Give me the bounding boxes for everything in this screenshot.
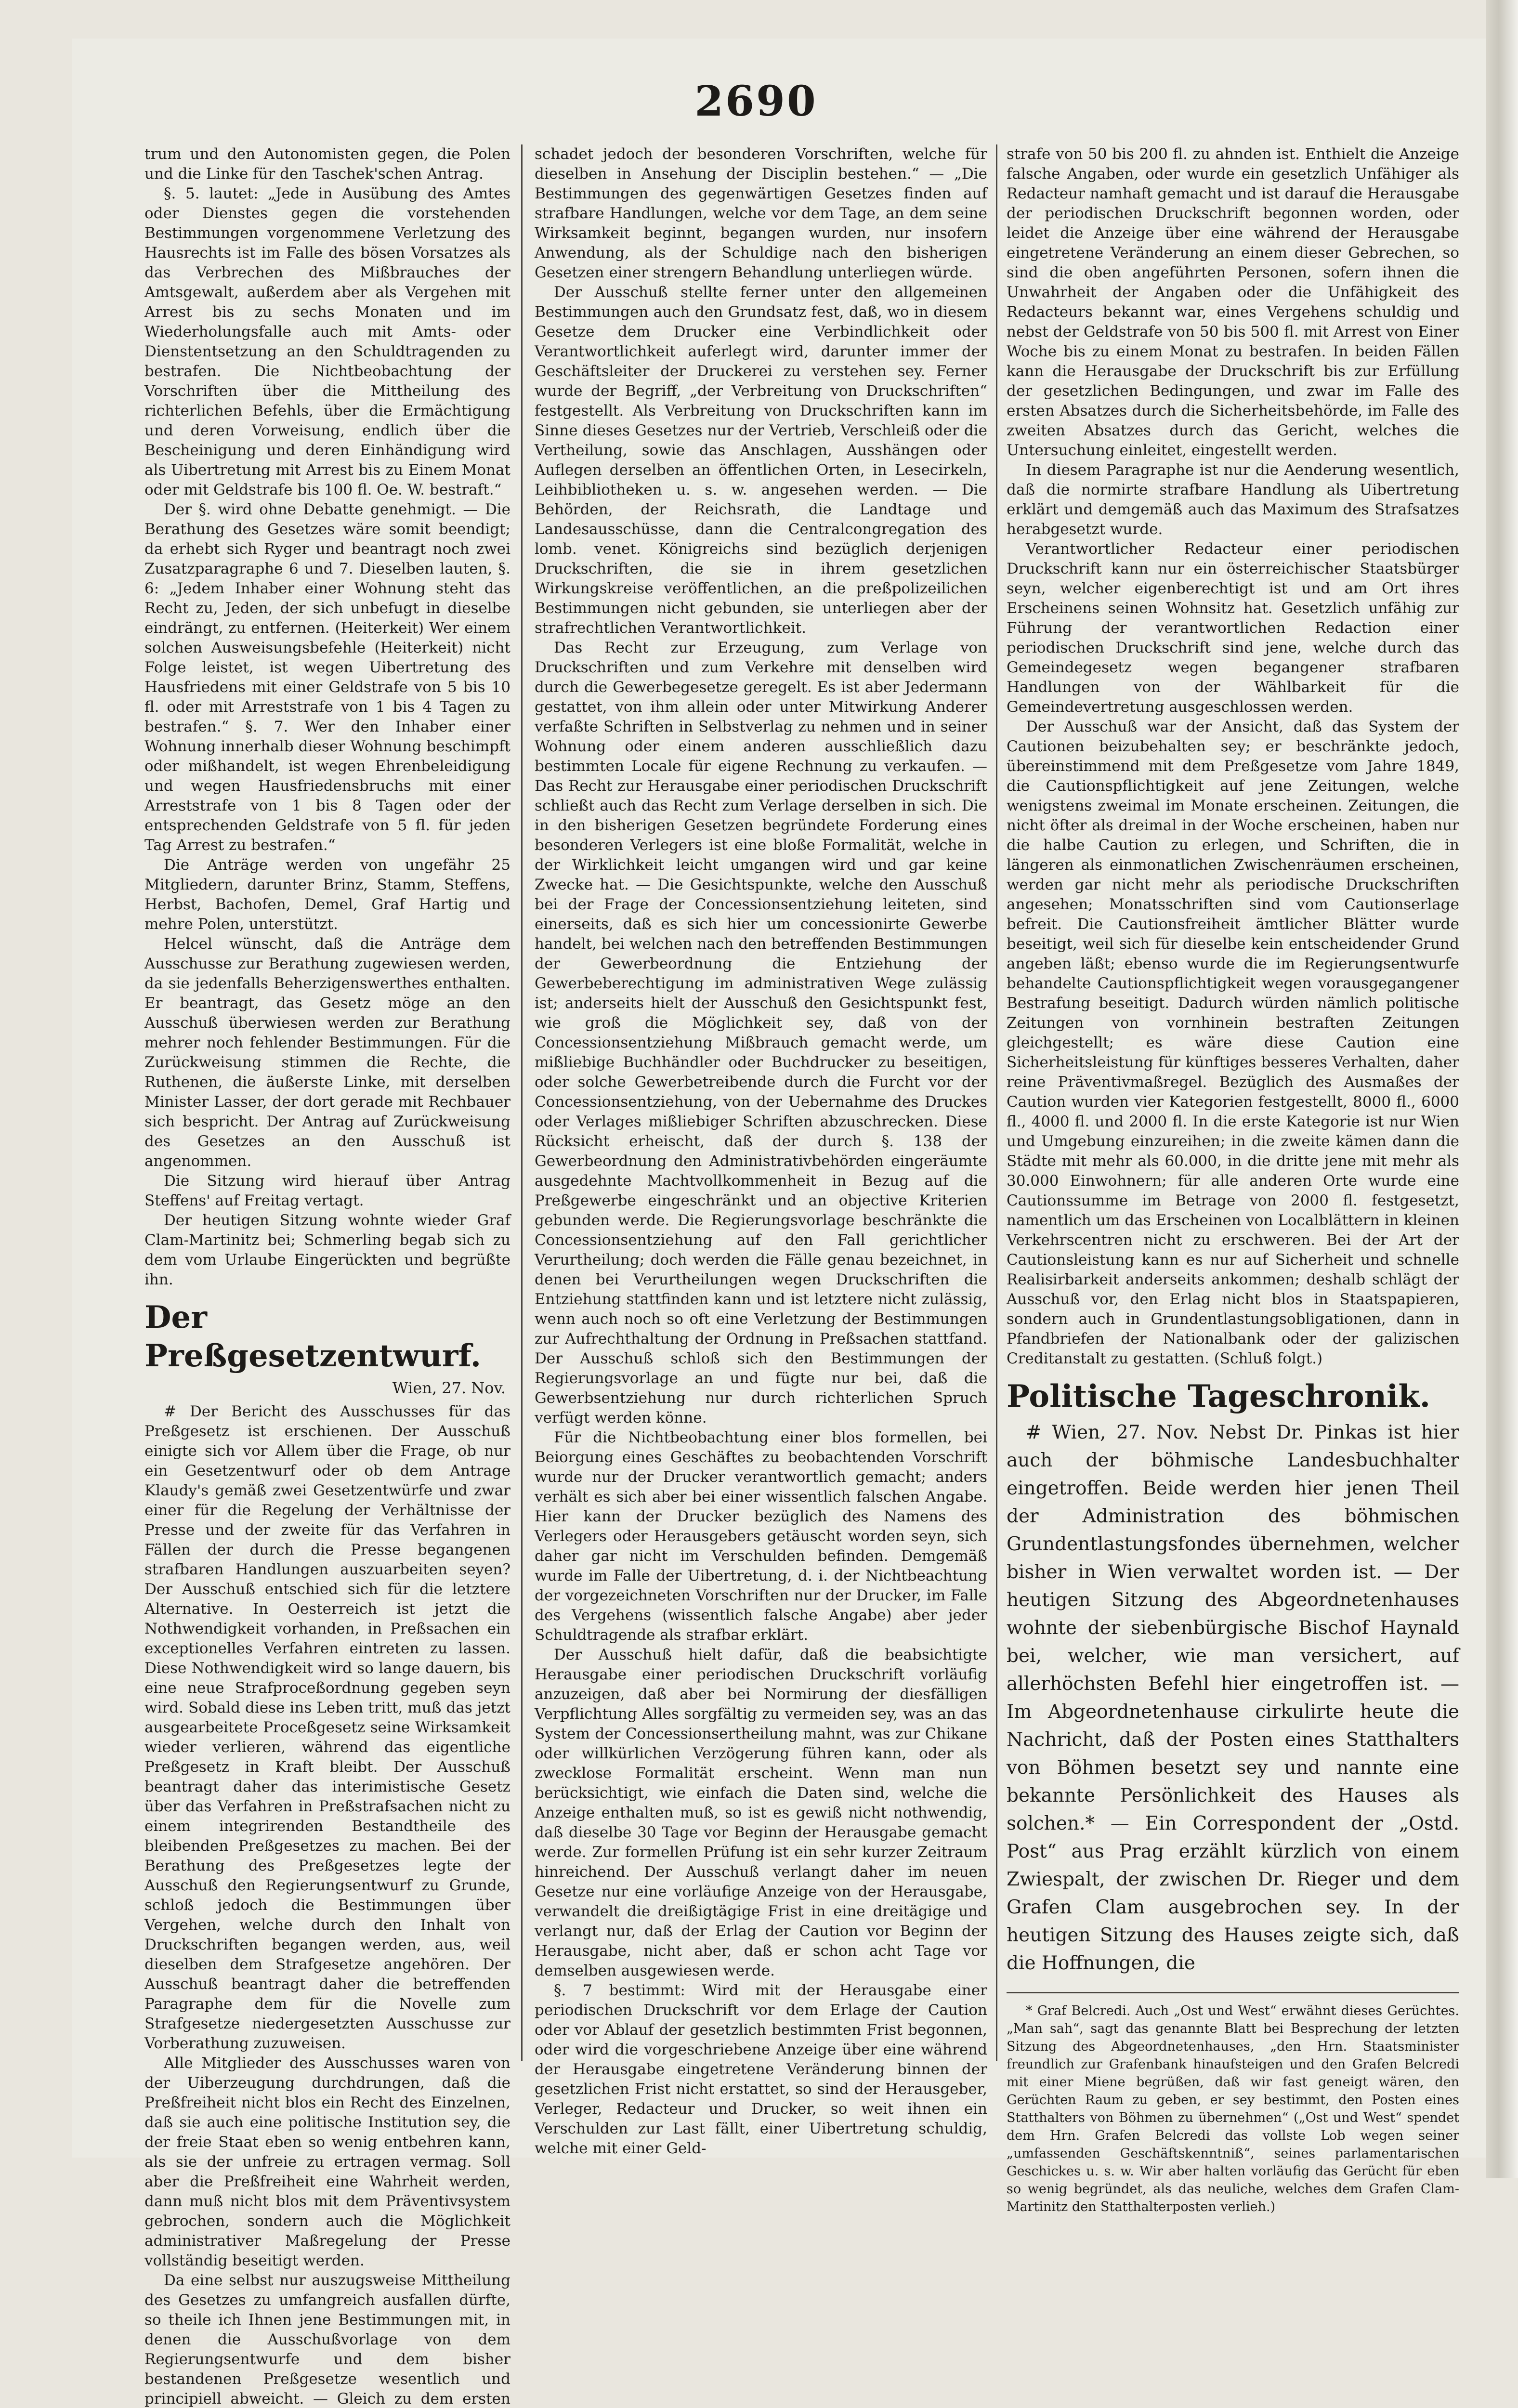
column-2 — [535, 144, 987, 2157]
paragraph: Der Ausschuß stellte ferner unter den allgemeinen Bestimmungen auch den Grundsatz fest, daß, wo in diesem Gesetze dem Drucker eine Verbindlichkeit oder Verantwortlichkeit auferlegt wird, darunter immer der Geschäftsleiter der Druckerei zu verstehen sey. Ferner wurde der Begriff, „der Verbreitung von Druckschriften“ festgestellt. Als Verbreitung von Druckschriften kann im Sinne dieses Gesetzes nur der Vertrieb, Verschleiß oder die Vertheilung, sowie das Anschlagen, Ausshängen oder Auflegen derselben an öffentlichen Orten, in Lesecirkeln, Leihbibliotheken u. s. w. angesehen werden. — Die Behörden, der Reichsrath, die Landtage und Landesausschüsse, dann die Centralcongregation des lomb. venet. Königreichs sind bezüglich derjenigen Druckschriften, die sie in ihrem gesetzlichen Wirkungskreise veröffentlichen, an die preßpolizeilichen Bestimmungen nicht gebunden, sie unterliegen aber der strafrechtlichen Verantwortlichkeit. — [535, 284, 987, 637]
column-1 — [144, 144, 510, 2408]
paragraph: In diesem Paragraphe ist nur die Aenderung wesentlich, daß die normirte strafbare Handlung als Uibertretung erklärt und demgemäß auch das Maximum des Strafsatzes herabgesetzt wurde. — [1007, 461, 1459, 538]
paragraph: §. 7 bestimmt: Wird mit der Herausgabe einer periodischen Druckschrift vor dem Erlage der Caution oder vor Ablauf der gesetzlich bestimmten Frist begonnen, oder wird die vorgeschriebene Anzeige über eine während der Herausgabe eingetretene Veränderung binnen der gesetzlichen Frist nicht erstattet, so sind der Herausgeber, Verleger, Redacteur und Drucker, so weit ihnen ein Verschulden zur Last fällt, einer Uibertretung schuldig, welche mit einer Geld- — [535, 1982, 987, 2157]
paragraph: §. 5. lautet: „Jede in Ausübung des Amtes oder Dienstes gegen die vorstehenden Bestimmungen vorgenommene Verletzung des Hausrechts ist im Falle des bösen Vorsatzes als das Verbrechen des Mißbrauches der Amtsgewalt, außerdem aber als Vergehen mit Arrest bis zu sechs Monaten und im Wiederholungsfalle auch mit Amts- oder Dienstentsetzung an den Schuldtragenden zu bestrafen. Die Nichtbeobachtung der Vorschriften über die Mittheilung des richterlichen Befehls, über die Ermächtigung und deren Vorweisung, endlich über die Bescheinigung und deren Einhändigung wird als Uibertretung mit Arrest bis zu Einem Monat oder mit Geldstrafe bis 100 fl. Oe. W. bestraft.“ — [144, 185, 510, 498]
paragraph: Der heutigen Sitzung wohnte wieder Graf Clam-Martinitz bei; Schmerling begab sich zu dem vom Urlaube Eingerückten und begrüßte ihn. — [144, 1212, 510, 1288]
paragraph: Der Ausschuß war der Ansicht, daß das System der Cautionen beizubehalten sey; er beschränkte jedoch, übereinstimmend mit dem Preßgesetze vom Jahre 1849, die Cautionspflichtigkeit auf jene Zeitungen, welche wenigstens zweimal im Monate erscheinen. Zeitungen, die nicht öfter als dreimal in der Woche erscheinen, haben nur die halbe Caution zu erlegen, und Schriften, die in längeren als einmonatlichen Zwischenräumen erscheinen, werden gar nicht mehr als periodische Druckschriften angesehen; Monatsschriften sind vom Cautionserlage befreit. Die Cautionsfreiheit ämtlicher Blätter wurde beseitigt, weil sich für dieselbe kein entscheidender Grund angeben läßt; ebenso wurde die im Regierungsentwurfe behandelte Cautionspflichtigkeit wegen vorausgegangener Bestrafung beseitigt. Dadurch würden nämlich politische Zeitungen von vornhinein bestraften Zeitungen gleichgestellt; es wäre diese Caution eine Sicherheitsleistung für künftiges besseres Verhalten, daher reine Präventivmaßregel. Bezüglich des Ausmaßes der Caution wurden vier Kategorien festgestellt, 8000 fl., 6000 fl., 4000 fl. und 2000 fl. In die erste Kategorie ist nur Wien und Umgebung einzureihen; in die zweite kämen dann die Städte mit mehr als 60.000, in die dritte jene mit mehr als 30.000 Einwohnern; für alle anderen Orte wurde eine Cautionssumme im Betrage von 2000 fl. festgesetzt, namentlich um das Erscheinen von Localblättern in kleinen Verkehrscentren nicht zu erschweren. Bei der Art der Cautionsleistung kann es nur auf Sicherheit und schnelle Realisirbarkeit anderseits ankommen; deshalb schlägt der Ausschuß vor, den Erlag nicht blos in Staatspapieren, sondern auch in Grundentlastungsobligationen, dann in Pfandbriefen der Nationalbank oder der galizischen Creditanstalt zu gestatten. (Schluß folgt.) — [1007, 718, 1459, 1367]
paragraph: Verantwortlicher Redacteur einer periodischen Druckschrift kann nur ein österreichischer Staatsbürger seyn, welcher eigenberechtigt ist und am Ort ihres Erscheinens seinen Wohnsitz hat. Gesetzlich unfähig zur Führung der verantwortlichen Redaction einer periodischen Druckschrift sind jene, welche durch das Gemeindegesetz wegen begangener strafbaren Handlungen von der Wählbarkeit für die Gemeindevertretung ausgeschlossen werden. — [1007, 540, 1459, 716]
column-rule-right — [996, 144, 997, 2061]
column-rule-left — [521, 144, 523, 2061]
paragraph: trum und den Autonomisten gegen, die Polen und die Linke für den Taschek'schen Antrag. — [144, 145, 510, 183]
paragraph: Für die Nichtbeobachtung einer blos formellen, bei Beiorgung eines Geschäftes zu beobachtenden Vorschrift wurde nur der Drucker verantwortlich gemacht; anders verhält es sich aber bei einer wissentlich falschen Angabe. Hier kann der Drucker bezüglich des Namens des Verlegers oder Herausgebers getäuscht worden seyn, sich daher gar nicht im Verschulden befinden. Demgemäß wurde im Falle der Uibertretung, d. i. der Nichtbeachtung der vorgezeichneten Vorschriften nur der Drucker, im Falle des Vergehens (wissentlich falsche Angabe) aber jeder Schuldtragende als strafbar erklärt. — [535, 1429, 987, 1644]
paragraph: Der §. wird ohne Debatte genehmigt. — Die Berathung des Gesetzes wäre somit beendigt; da erhebt sich Ryger und beantragt noch zwei Zusatzparagraphe 6 und 7. Dieselben lauten, §. 6: „Jedem Inhaber einer Wohnung steht das Recht zu, Jeden, der sich unbefugt in dieselbe eindrängt, zu entfernen. (Heiterkeit) Wer einem solchen Ausweisungsbefehle (Heiterkeit) nicht Folge leistet, ist wegen Uibertretung des Hausfriedens mit einer Geldstrafe von 5 bis 10 fl. oder mit Arreststrafe von 1 bis 4 Tagen zu bestrafen.“ §. 7. Wer den Inhaber einer Wohnung innerhalb dieser Wohnung beschimpft oder mißhandelt, ist wegen Ehrenbeleidigung und wegen Hausfriedensbruchs mit einer Arreststrafe von 1 bis 8 Tagen oder der entsprechenden Geldstrafe von 5 fl. für jeden Tag Arrest zu bestrafen.“ — [144, 501, 510, 854]
footnote-divider — [1007, 1992, 1459, 1993]
paragraph: strafe von 50 bis 200 fl. zu ahnden ist. Enthielt die Anzeige falsche Angaben, oder wurde ein gesetzlich Unfähiger als Redacteur namhaft gemacht und ist darauf die Herausgabe der periodischen Druckschrift begonnen worden, oder leidet die Anzeige über eine während der Herausgabe eingetretene Veränderung an einem dieser Gebrechen, so sind die oben angeführten Personen, sofern ihnen die Unwahrheit der Angaben oder die Unfähigkeit des Redacteurs bekannt war, eines Vergehens schuldig und nebst der Geldstrafe von 50 bis 500 fl. mit Arrest von Einer Woche bis zu einem Monat zu bestrafen. In beiden Fällen kann die Herausgabe der Druckschrift bis zur Erfüllung der gesetzlichen Bedingungen, und zwar im Falle des ersten Absatzes durch die Sicherheitsbehörde, im Falle des zweiten Absatzes durch das Gericht, welches die Untersuchung einleitet, eingestellt werden. — [1007, 145, 1459, 459]
paragraph: Helcel wünscht, daß die Anträge dem Ausschusse zur Berathung zugewiesen werden, da sie jedenfalls Beherzigenswerthes enthalten. Er beantragt, das Gesetz möge an den Ausschuß überwiesen werden zur Berathung mehrer noch fehlender Bestimmungen. Für die Zurückweisung stimmen die Rechte, die Ruthenen, die äußerste Linke, mit derselben Minister Lasser, der dort gerade mit Rechbauer sich bespricht. Der Antrag auf Zurückweisung des Gesetzes an den Ausschuß ist angenommen. — [144, 935, 510, 1170]
paragraph: Da eine selbst nur auszugsweise Mittheilung des Gesetzes zu umfangreich ausfallen dürfte, so theile ich Ihnen jene Bestimmungen mit, in denen die Ausschußvorlage von dem Regierungsentwurfe und dem bisher bestandenen Preßgesetze wesentlich und principiell abweicht. — Gleich zu dem ersten — [144, 2272, 510, 2408]
dateline: Wien, 27. Nov. — [392, 1379, 506, 1397]
lead-paragraph: # Wien, 27. Nov. Nebst Dr. Pinkas ist hier auch der böhmische Landesbuchhalter eingetroffen. Beide werden hier jenen Theil der Administration des böhmischen Grundentlastungsfondes übernehmen, welcher bisher in Wien verwaltet worden ist. — Der heutigen Sitzung des Abgeordnetenhauses wohnte der siebenbürgische Bischof Haynald bei, welcher, wie man versichert, auf allerhöchsten Befehl hier eingetroffen ist. — Im Abgeordnetenhause cirkulirte heute die Nachricht, daß der Posten eines Statthalters von Böhmen besetzt sey und nannte eine bekannte Persönlichkeit des Hauses als solchen.* — Ein Correspondent der „Ostd. Post“ aus Prag erzählt kürzlich von einem Zwiespalt, der zwischen Dr. Rieger und dem Grafen Clam ausgebrochen sey. In der heutigen Sitzung des Hauses zeigte sich, daß die Hoffnungen, die — [1007, 1422, 1459, 1974]
footnote: * Graf Belcredi. Auch „Ost und West“ erwähnt dieses Gerüchtes. „Man sah“, sagt das genannte Blatt bei Besprechung der letzten Sitzung des Abgeordnetenhauses, „den Hrn. Staatsminister freundlich zur Grafenbank hinaufsteigen und den Grafen Belcredi mit einer Miene begrüßen, daß wir fast geneigt wären, den Gerüchten Raum zu geben, er sey bestimmt, den Posten eines Statthalters von Böhmen zu übernehmen“ („Ost und West“ spendet dem Hrn. Grafen Belcredi das vollste Lob wegen seiner „umfassenden Geschäftskenntniß“, seines parlamentarischen Geschickes u. s. w. Wir aber halten vorläufig das Gerücht für eben so wenig begründet, als das neuliche, welches dem Grafen Clam-Martinitz den Statthalterposten verlieh.) — [1007, 2003, 1459, 2214]
paragraph: Das Recht zur Erzeugung, zum Verlage von Druckschriften und zum Verkehre mit denselben wird durch die Gewerbegesetze geregelt. Es ist aber Jedermann gestattet, von ihm allein oder unter Mitwirkung Anderer verfaßte Schriften in Selbstverlag zu nehmen und in seiner Wohnung oder einem anderen ausschließlich dazu bestimmten Locale für eigene Rechnung zu verkaufen. — Das Recht zur Herausgabe einer periodischen Druckschrift schließt auch das Recht zum Verlage derselben in sich. Die in den bisherigen Gesetzen begründete Forderung eines besonderen Verlegers ist eine bloße Formalität, welche in der Wirklichkeit leicht umgangen wird und gar keine Zwecke hat. — Die Gesichtspunkte, welche den Ausschuß bei der Frage der Concessionsentziehung leiteten, sind einerseits, daß es sich hier um concessionirte Gewerbe handelt, bei welchen nach den betreffenden Bestimmungen der Gewerbeordnung die Entziehung der Gewerbeberechtigung im administrativen Wege zulässig ist; anderseits hielt der Ausschuß den Gesichtspunkt fest, wie groß die Möglichkeit sey, daß von der Concessionsentziehung Mißbrauch gemacht werde, um mißliebige Buchhändler oder Buchdrucker zu beseitigen, oder solche Gewerbetreibende durch die Furcht vor der Concessionsentziehung, von der Uebernahme des Druckes oder Verlages mißliebiger Schriften abzuschrecken. Diese Rücksicht erheischt, daß der durch §. 138 der Gewerbeordnung den Administrativbehörden eingeräumte ausgedehnte Machtvollkommenheit in Bezug auf die Preßgewerbe eingeschränkt und an objective Kriterien gebunden werde. Die Regierungsvorlage beschränkte die Concessionsentziehung auf den Fall gerichtlicher Verurtheilung; doch werden die Fälle genau bezeichnet, in denen bei Verurtheilungen wegen Druckschriften die Entziehung stattfinden kann und ist letztere nicht zulässig, wenn auch noch so oft eine Verletzung der Bestimmungen zur Aufrechthaltung der Ordnung in Preßsachen stattfand. Der Ausschuß schloß sich den Bestimmungen der Regierungsvorlage an und fügte nur bei, daß die Gewerbsentziehung nur durch richterlichen Spruch verfügt werden könne. — [535, 639, 987, 1426]
paragraph: schadet jedoch der besonderen Vorschriften, welche für dieselben in Ansehung der Disciplin bestehen.“ — „Die Bestimmungen des gegenwärtigen Gesetzes finden auf strafbare Handlungen, welche vor dem Tage, an dem seine Wirksamkeit beginnt, begangen wurden, nur insofern Anwendung, als der Schuldige nach den bisherigen Gesetzen einer strengern Behandlung unterliegen würde. — [535, 145, 987, 281]
paragraph: Der Ausschuß hielt dafür, daß die beabsichtigte Herausgabe einer periodischen Druckschrift vorläufig anzuzeigen, daß aber bei Normirung der diesfälligen Verpflichtung Alles sorgfältig zu vermeiden sey, was an das System der Concessionsertheilung mahnt, was zur Chikane oder willkürlichen Verzögerung führen kann, oder als zwecklose Formalität erscheint. Wenn man nun berücksichtigt, wie einfach die Daten sind, welche die Anzeige enthalten muß, so ist es gewiß nicht nothwendig, daß dieselbe 30 Tage vor Beginn der Herausgabe gemacht werde. Zur formellen Prüfung ist ein sehr kurzer Zeitraum hinreichend. Der Ausschuß verlangt daher im neuen Gesetze nur eine vorläufige Anzeige von der Herausgabe, verwandelt die dreißigtägige Frist in eine dreitägige und verlangt nur, daß der Erlag der Caution vor Beginn der Herausgabe, nicht aber, daß er schon acht Tage vor demselben ausgewiesen werde. — [535, 1646, 987, 1979]
article-headline-tageschronik: Politische Tageschronik. — [1007, 1378, 1430, 1414]
page-fold-shadow — [1486, 0, 1518, 2178]
paragraph: # Der Bericht des Ausschusses für das Preßgesetz ist erschienen. Der Ausschuß einigte sich vor Allem über die Frage, ob nur ein Gesetzentwurf oder ob dem Antrage Klaudy's gemäß zwei Gesetzentwürfe und zwar einer für die Regelung der Verhältnisse der Presse und der zweite für das Verfahren in Fällen der durch die Presse begangenen strafbaren Handlungen auszuarbeiten seyen? Der Ausschuß entschied sich für die letztere Alternative. In Oesterreich ist jetzt die Nothwendigkeit vorhanden, in Preßsachen ein exceptionelles Verfahren eintreten zu lassen. Diese Nothwendigkeit wird so lange dauern, bis eine neue Strafproceßordnung gegeben seyn wird. Sobald diese ins Leben tritt, muß das jetzt ausgearbeitete Proceßgesetz seine Wirksamkeit wieder verlieren, während das eigentliche Preßgesetz in Kraft bleibt. Der Ausschuß beantragt daher das interimistische Gesetz über das Verfahren in Preßstrafsachen nicht zu einem integrirenden Bestandtheile des bleibenden Preßgesetzes zu machen. Bei der Berathung des Preßgesetzes legte der Ausschuß den Regierungsentwurf zu Grunde, schloß jedoch die Bestimmungen über Vergehen, welche durch den Inhalt von Druckschriften begangen werden, aus, weil dieselben dem Strafgesetze angehören. Der Ausschuß beantragt daher die betreffenden Paragraphe dem für die Novelle zum Strafgesetze niedergesetzten Ausschusse zur Vorberathung zuzuweisen. — [144, 1403, 510, 2052]
article-headline-pressgesetz: Der Preßgesetzentwurf. — [144, 1299, 481, 1374]
paragraph: Alle Mitglieder des Ausschusses waren von der Uiberzeugung durchdrungen, daß die Preßfreiheit nicht blos ein Recht des Einzelnen, daß sie auch eine politische Institution sey, die der freie Staat eben so wenig entbehren kann, als sie der unfreie zu ertragen vermag. Soll aber die Preßfreiheit eine Wahrheit werden, dann muß nicht blos mit dem Präventivsystem gebrochen, sondern auch die Möglichkeit administrativer Maßregelung der Presse vollständig beseitigt werden. — [144, 2055, 510, 2269]
page-number: 2690 — [694, 77, 818, 126]
paragraph: Die Sitzung wird hierauf über Antrag Steffens' auf Freitag vertagt. — [144, 1172, 510, 1209]
column-3 — [1007, 144, 1459, 2214]
paragraph: Die Anträge werden von ungefähr 25 Mitgliedern, darunter Brinz, Stamm, Steffens, Herbst, Bachofen, Demel, Graf Hartig und mehre Polen, unterstützt. — [144, 856, 510, 933]
